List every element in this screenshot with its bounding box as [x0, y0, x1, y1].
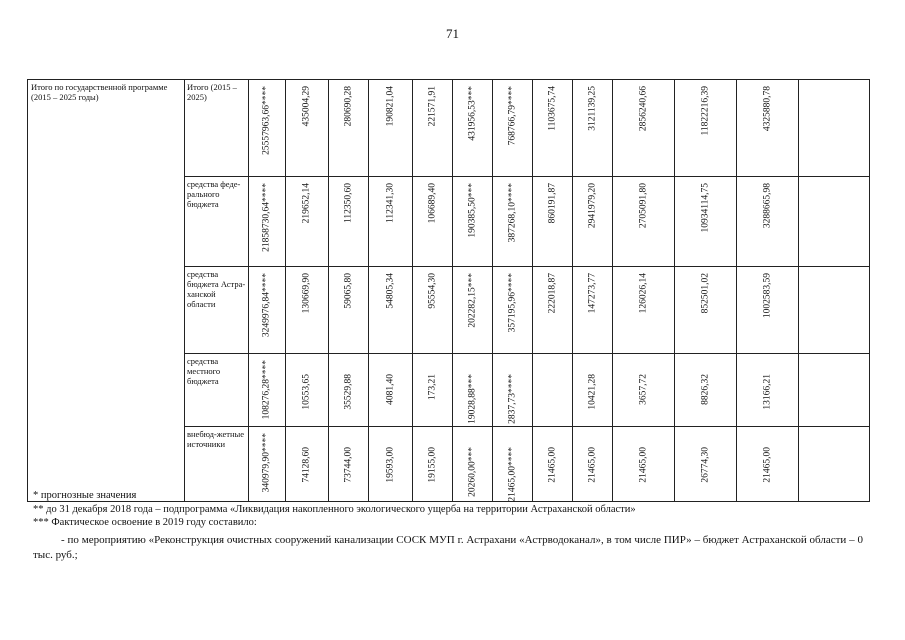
cell-value: 21465,00	[547, 447, 557, 483]
value-cell	[369, 177, 413, 267]
value-cell	[329, 177, 369, 267]
cell-value: 2705091,80	[638, 183, 648, 229]
cell-value: 19028,88***	[467, 374, 477, 424]
program-title: Итого по государственной программе (2015 – 2025 годы)	[28, 80, 185, 502]
value-cell	[737, 267, 799, 354]
cell-value: 435004,29	[301, 86, 312, 127]
cell-value: 147273,77	[587, 273, 597, 314]
value-cell	[493, 354, 533, 427]
cell-value: 19593,00	[385, 447, 395, 483]
value-cell	[613, 354, 675, 427]
cell-value: 2856240,66	[638, 86, 648, 132]
cell-value: 202282,15***	[467, 273, 477, 328]
value-cell	[329, 354, 369, 427]
value-cell	[675, 354, 737, 427]
cell-value: 26774,30	[700, 447, 710, 483]
value-cell	[573, 177, 613, 267]
value-cell	[413, 177, 453, 267]
cell-value: 1103675,74	[547, 86, 557, 131]
value-cell	[573, 80, 613, 177]
cell-value: 431956,53***	[467, 86, 477, 141]
cell-value: 10421,28	[587, 374, 597, 410]
value-cell	[799, 177, 870, 267]
funding-source: средства местного бюджета	[185, 354, 249, 427]
value-cell	[286, 177, 329, 267]
footnote-subprogram: ** до 31 декабря 2018 года – подпрограмма «Ликвидация накопленного экологического ущерба на территории Астраханской области»	[33, 503, 636, 515]
value-cell	[413, 80, 453, 177]
value-cell	[675, 80, 737, 177]
cell-value: 108276,28****	[261, 360, 272, 420]
cell-value: 112341,30	[385, 183, 395, 224]
value-cell	[799, 267, 870, 354]
value-cell	[453, 80, 493, 177]
cell-value: 21465,00	[638, 447, 648, 483]
cell-value: 25557963,66****	[261, 86, 272, 155]
value-cell	[573, 267, 613, 354]
cell-value: 13166,21	[762, 374, 772, 410]
cell-value: 19155,00	[427, 447, 437, 483]
cell-value: 95554,30	[427, 273, 437, 309]
cell-value: 221571,91	[427, 86, 437, 127]
footnote-forecast: * прогнозные значения	[33, 490, 137, 501]
cell-value: 21465,00	[587, 447, 597, 483]
value-cell	[369, 267, 413, 354]
table-row	[28, 80, 870, 177]
funding-source: внебюд-жетные источники	[185, 427, 249, 502]
cell-value: 54805,34	[385, 273, 395, 309]
value-cell	[249, 267, 286, 354]
cell-value: 3249976,84****	[261, 273, 272, 338]
cell-value: 173,21	[427, 374, 437, 401]
value-cell	[249, 80, 286, 177]
value-cell	[369, 354, 413, 427]
value-cell	[737, 80, 799, 177]
page-number: 71	[446, 26, 459, 41]
value-cell	[493, 267, 533, 354]
budget-table	[27, 79, 870, 502]
cell-value: 3288665,98	[762, 183, 772, 229]
value-cell	[493, 80, 533, 177]
value-cell	[329, 267, 369, 354]
cell-value: 190821,04	[385, 86, 395, 127]
value-cell	[413, 354, 453, 427]
value-cell	[533, 177, 573, 267]
funding-source: Итого (2015 – 2025)	[185, 80, 249, 177]
cell-value: 21465,00	[762, 447, 772, 483]
value-cell	[613, 177, 675, 267]
value-cell	[453, 267, 493, 354]
cell-value: 4325880,78	[762, 86, 772, 132]
value-cell	[286, 354, 329, 427]
cell-value: 106689,40	[427, 183, 437, 224]
cell-value: 20260,00***	[467, 447, 477, 497]
value-cell	[453, 354, 493, 427]
cell-value: 130669,90	[301, 273, 312, 314]
footnotes	[33, 489, 863, 563]
cell-value: 8826,32	[700, 374, 710, 405]
value-cell	[613, 80, 675, 177]
value-cell	[613, 267, 675, 354]
cell-value: 280690,28	[343, 86, 353, 127]
funding-source: средства бюджета Астра-ханской области	[185, 267, 249, 354]
cell-value: 190385,50***	[467, 183, 477, 238]
value-cell	[799, 354, 870, 427]
cell-value: 10553,65	[301, 374, 312, 410]
footnote-actual-2019: *** Фактическое освоение в 2019 году составило:	[33, 517, 257, 528]
value-cell	[453, 177, 493, 267]
cell-value: 21465,00****	[507, 447, 517, 502]
value-cell	[799, 80, 870, 177]
cell-value: 357195,96****	[507, 273, 517, 333]
value-cell	[737, 354, 799, 427]
value-cell	[675, 267, 737, 354]
cell-value: 11822216,39	[700, 86, 710, 136]
value-cell	[533, 354, 573, 427]
cell-value: 21858730,64****	[261, 183, 272, 252]
cell-value: 1002583,59	[762, 273, 772, 319]
value-cell	[533, 80, 573, 177]
cell-value: 219652,14	[301, 183, 312, 224]
cell-value: 126026,14	[638, 273, 648, 314]
cell-value: 4081,40	[385, 374, 395, 405]
footnote-measure: - по мероприятию «Реконструкция очистных сооружений канализации СОСК МУП г. Астрахани «Астрводоканал», в том числе ПИР» – бюджет Астраханской области – 0 тыс. руб.;	[33, 533, 863, 561]
value-cell	[249, 354, 286, 427]
value-cell	[413, 267, 453, 354]
cell-value: 73744,00	[343, 447, 353, 483]
value-cell	[675, 177, 737, 267]
cell-value: 340979,90****	[261, 433, 272, 493]
value-cell	[286, 80, 329, 177]
cell-value: 74128,60	[301, 447, 312, 483]
cell-value: 10934114,75	[700, 183, 710, 233]
value-cell	[737, 177, 799, 267]
value-cell	[286, 267, 329, 354]
value-cell	[573, 354, 613, 427]
cell-value: 387268,10****	[507, 183, 517, 243]
cell-value: 860191,87	[547, 183, 557, 224]
cell-value: 3657,72	[638, 374, 648, 405]
cell-value: 112350,60	[343, 183, 353, 224]
cell-value: 59065,80	[343, 273, 353, 309]
value-cell	[533, 267, 573, 354]
value-cell	[493, 177, 533, 267]
value-cell	[329, 80, 369, 177]
cell-value: 768766,79****	[507, 86, 517, 146]
cell-value: 852501,02	[700, 273, 710, 314]
cell-value: 35529,88	[343, 374, 353, 410]
cell-value: 2941979,20	[587, 183, 597, 229]
value-cell	[369, 80, 413, 177]
value-cell	[249, 177, 286, 267]
cell-value: 2837,73****	[507, 374, 517, 424]
funding-source: средства феде-рального бюджета	[185, 177, 249, 267]
cell-value: 3121139,25	[587, 86, 597, 131]
cell-value: 222018,87	[547, 273, 557, 314]
